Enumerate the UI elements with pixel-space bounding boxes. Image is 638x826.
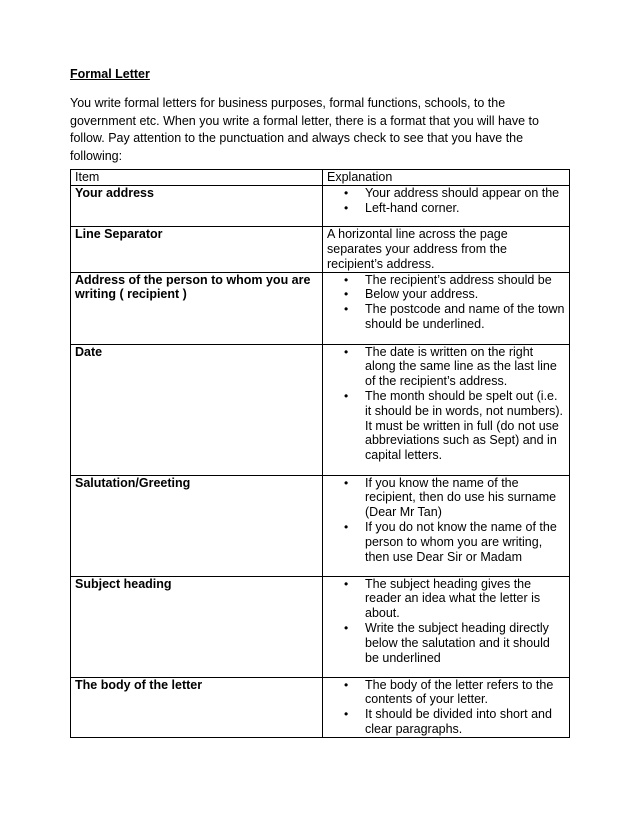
item-cell (71, 576, 323, 677)
bullet-item (327, 678, 566, 708)
table-row (71, 576, 570, 677)
intro-paragraph: You write formal letters for business purposes, formal functions, schools, to the government etc. When you write a formal letter, there is a format that you will have to follow. Pay attention to the punctuation and always check to see that you have the following: (70, 96, 539, 163)
bullet-text: If you know the name of the recipient, then do use his surname (Dear Mr Tan) (365, 475, 557, 520)
bullet-icon: • (344, 519, 349, 534)
bullet-item (327, 621, 566, 665)
bullet-text: Write the subject heading directly below the salutation and it should be underlined (365, 620, 550, 665)
item-cell (71, 344, 323, 475)
format-table (70, 169, 570, 737)
item-cell (71, 475, 323, 576)
bullet-icon: • (344, 707, 349, 722)
bullet-list (327, 186, 566, 216)
bullet-list (327, 476, 566, 565)
explanation-cell (323, 677, 570, 737)
bullet-text: The recipient’s address should be (365, 272, 552, 287)
bullet-text: The postcode and name of the town should be underlined. (365, 302, 565, 331)
bullet-icon: • (344, 287, 349, 302)
table-row (71, 227, 570, 272)
bullet-text: Your address should appear on the (365, 186, 560, 201)
bullet-list (327, 345, 566, 463)
explanation-text: A horizontal line across the page separates your address from the recipient’s address. (327, 227, 508, 271)
item-cell (71, 272, 323, 344)
table-row (71, 344, 570, 475)
item-label: The body of the letter (75, 677, 203, 692)
bullet-icon: • (344, 388, 349, 403)
explanation-cell (323, 344, 570, 475)
bullet-icon: • (344, 344, 349, 359)
bullet-text: Left-hand corner. (365, 200, 460, 215)
explanation-cell (323, 576, 570, 677)
bullet-icon: • (344, 186, 349, 201)
bullet-icon: • (344, 200, 349, 215)
explanation-cell (323, 227, 570, 272)
bullet-item (327, 577, 566, 621)
item-label: Your address (75, 186, 154, 201)
item-label: Salutation/Greeting (75, 475, 191, 490)
bullet-text: If you do not know the name of the person to whom you are writing, then use Dear Sir or Madam (365, 519, 557, 564)
item-label: Address of the person to whom you are writing ( recipient ) (75, 272, 311, 302)
explanation-cell (323, 186, 570, 227)
bullet-item (327, 302, 566, 332)
item-cell (71, 186, 323, 227)
item-label: Date (75, 344, 103, 359)
bullet-item (327, 520, 566, 564)
bullet-list (327, 273, 566, 332)
item-cell (71, 227, 323, 272)
item-label: Line Separator (75, 227, 163, 242)
bullet-list (327, 577, 566, 666)
bullet-item (327, 273, 566, 288)
explanation-cell (323, 272, 570, 344)
bullet-text: It should be divided into short and clear paragraphs. (365, 707, 552, 736)
bullet-item (327, 345, 566, 389)
document-page (70, 66, 572, 738)
table-row (71, 186, 570, 227)
table-header-row (71, 170, 570, 186)
bullet-item (327, 476, 566, 520)
table-row (71, 677, 570, 737)
bullet-icon: • (344, 272, 349, 287)
bullet-icon: • (344, 302, 349, 317)
header-item: Item (71, 170, 323, 186)
bullet-item (327, 389, 566, 463)
bullet-item (327, 707, 566, 737)
header-explanation: Explanation (323, 170, 570, 186)
bullet-icon: • (344, 576, 349, 591)
bullet-list (327, 678, 566, 737)
bullet-text: The subject heading gives the reader an idea what the letter is about. (365, 576, 541, 621)
bullet-item (327, 186, 566, 201)
bullet-text: The body of the letter refers to the contents of your letter. (365, 677, 554, 707)
table-row (71, 272, 570, 344)
item-cell (71, 677, 323, 737)
bullet-text: Below your address. (365, 287, 479, 302)
bullet-item (327, 201, 566, 216)
table-row (71, 475, 570, 576)
explanation-cell (323, 475, 570, 576)
bullet-icon: • (344, 677, 349, 692)
bullet-icon: • (344, 620, 349, 635)
bullet-text: The month should be spelt out (i.e. it should be in words, not numbers). It must be written in full (do not use abbreviations such as Sept) and in capital letters. (365, 388, 564, 463)
bullet-item (327, 287, 566, 302)
document-title: Formal Letter (70, 67, 150, 81)
bullet-icon: • (344, 475, 349, 490)
item-label: Subject heading (75, 576, 172, 591)
bullet-text: The date is written on the right along the same line as the last line of the recipient’s address. (365, 344, 557, 389)
